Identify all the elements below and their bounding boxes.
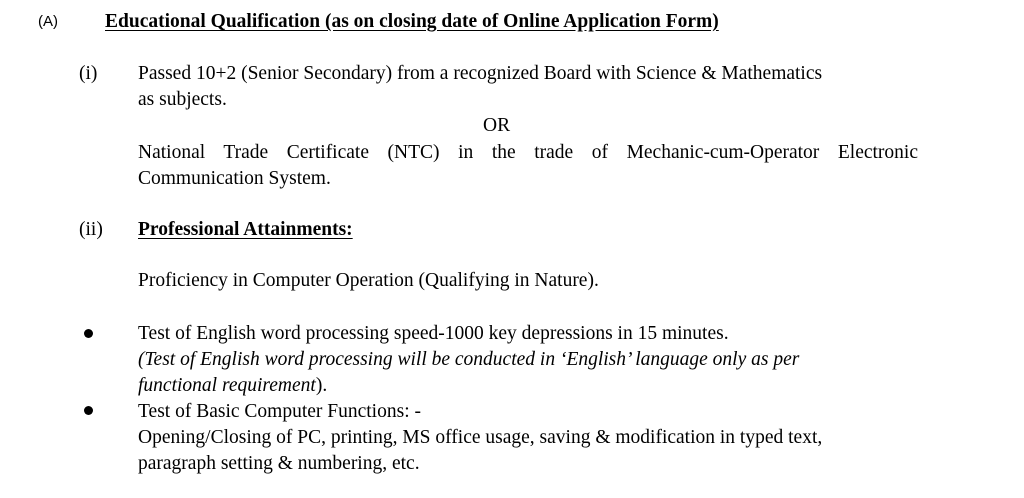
professional-attainments-heading: Professional Attainments:: [138, 219, 353, 240]
bullet-2-dot: [84, 406, 93, 415]
proficiency-text: Proficiency in Computer Operation (Qualifying in Nature).: [138, 270, 599, 291]
item-i-line-4: Communication System.: [138, 168, 331, 189]
item-i-marker: (i): [79, 63, 98, 84]
bullet-2-line-1: Test of Basic Computer Functions: -: [138, 401, 421, 422]
item-i-line-1: Passed 10+2 (Senior Secondary) from a recognized Board with Science & Mathematics: [138, 63, 823, 84]
bullet-1-italic-line-1: (Test of English word processing will be conducted in ‘English’ language only as per: [138, 349, 800, 370]
bullet-1-dot: [84, 329, 93, 338]
or-separator: OR: [483, 115, 511, 136]
bullet-2-line-2: Opening/Closing of PC, printing, MS office usage, saving & modification in typed text,: [138, 427, 823, 448]
bullet-1-line-1: Test of English word processing speed-1000 key depressions in 15 minutes.: [138, 323, 729, 344]
bullet-1-italic-line-2-suffix: ).: [315, 375, 328, 396]
bullet-1-italic-line-2: [138, 373, 327, 399]
item-i-line-3-text: National Trade Certificate (NTC) in the trade of Mechanic-cum-Operator Electronic: [138, 142, 918, 163]
item-ii-marker: (ii): [79, 219, 103, 240]
bullet-2-line-3: paragraph setting & numbering, etc.: [138, 453, 420, 474]
item-i-line-2: as subjects.: [138, 89, 227, 110]
section-heading: Educational Qualification (as on closing date of Online Application Form): [105, 11, 719, 32]
bullet-1-italic-line-2-text: functional requirement: [138, 375, 316, 396]
section-label: (A): [38, 13, 58, 30]
item-i-line-3: [138, 140, 918, 166]
